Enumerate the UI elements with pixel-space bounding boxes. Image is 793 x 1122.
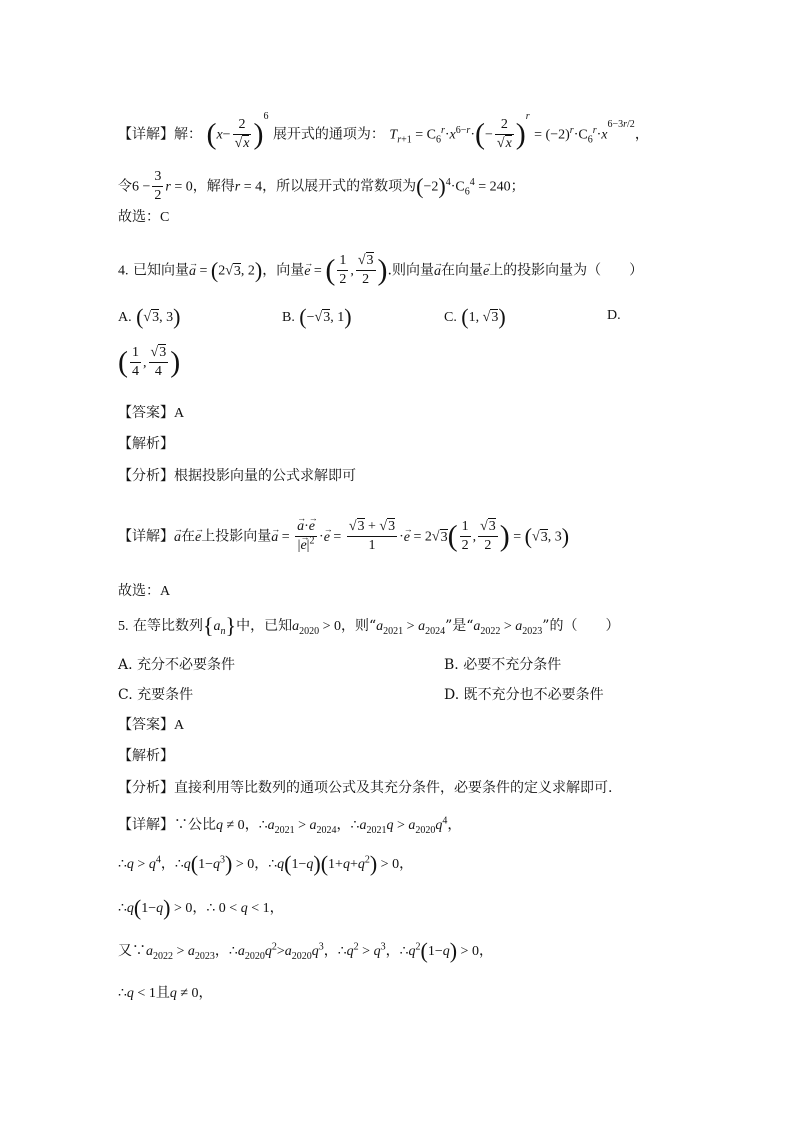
q4-option-b-label: B. — [282, 310, 295, 325]
answer-label: 【答案】 — [118, 405, 174, 421]
q4-choose — [118, 581, 170, 602]
q3-const-text: ，所以展开式的常数项为 — [262, 178, 417, 195]
q3-expand-text: 展开式的通项为： — [272, 126, 385, 143]
q4-option-a: A. (√3, 3) — [118, 304, 181, 329]
detail-label: 【详解】 — [118, 817, 174, 833]
q4-fenxi-text: 根据投影向量的公式求解即可 — [174, 468, 356, 484]
q3-result: 240 — [489, 179, 511, 195]
q4-detail-b: 上投影向量 — [201, 528, 272, 545]
q5-answer-value: A — [174, 718, 185, 733]
choose-label: 故选： — [118, 583, 160, 599]
q4-option-d-label: D. — [607, 308, 621, 323]
q4-stem: 4. 已知向量→ a = (2√3, 2)，向量→ e = ( $\frac{1}{2}$ , $\frac{√3}{2}$ ).则向量→ a在向量→ e上的投影向量为（ ） — [118, 252, 643, 289]
q5-stem-b: 中，已知 — [236, 618, 293, 634]
q4-detail: 【详解】→ a在→ e上投影向量→ a = → $\frac{a\cdot\to e}{|\to e|^2}$ ·→ e = $\frac{√3 + √3}{1}$ ·→ e = 2√3( $\frac{1}{2}$ , $\frac{√3}{2}$ ) = (√3, 3) — [118, 518, 569, 555]
choose-label: 故选： — [118, 209, 160, 225]
q5-option-c: C. 充要条件 — [118, 687, 194, 703]
q3-solve-line: 令6 − $\frac{3}{2}$ r = 0，解得r = 4，所以展开式的常数项为$(-2)^4\cdot C_6^4 = 240$； — [118, 169, 525, 203]
q5-step-3: ∴q(1−q) > 0，∴ 0 < q < 1， — [118, 895, 284, 920]
q5-step-4: 又$\because a_{2022} > a_{2023}$，$\therefore a_{2020}q^2>a_{2020}q^3$，$\therefore q^2 > q^3$，$\therefore q^2(1-q) > 0$， — [118, 938, 493, 963]
q3-detail-lead: 解： — [174, 126, 202, 143]
detail-label: 【详解】 — [118, 528, 174, 545]
q5-option-d: D. 既不充分也不必要条件 — [444, 687, 604, 703]
analysis-label: 【解析】 — [118, 436, 174, 452]
q4-option-d-value: ( $\frac{1}{4}$ , $\frac{√3}{4}$ ) — [118, 345, 181, 379]
detail-label: 【详解】 — [118, 126, 174, 143]
q4-fenxi — [118, 466, 356, 486]
q4-option-c: C. (1, √3) — [444, 304, 506, 329]
q5-ratio-text: ∵公比 — [174, 817, 216, 833]
q4-option-d — [607, 307, 621, 324]
q4-stem-b: ，向量 — [262, 262, 305, 279]
q5-option-b: B. 必要不充分条件 — [444, 657, 562, 673]
q5-option-a: A. 充分不必要条件 — [118, 657, 236, 673]
q4-answer-value: A — [174, 406, 185, 421]
q4-option-a-label: A. — [118, 310, 132, 325]
answer-label: 【答案】 — [118, 717, 174, 733]
q3-solve-text: ，解得 — [192, 178, 235, 195]
q3-choose-value: C — [160, 210, 170, 225]
q5-stem-c: ，则“ — [340, 618, 377, 634]
q4-choose-value: A — [160, 584, 171, 599]
q5-stem: 5. 在等比数列$\{a_n\}$中，已知$a_{2020} > 0$，则“$a_{2021} > a_{2024}$”是“$a_{2022} > a_{2023}$”的（ ） — [118, 613, 620, 638]
q3-set-text: 令 — [118, 178, 132, 195]
q4-stem-c: .则向量 — [387, 262, 434, 279]
q4-stem-d: 在向量 — [440, 262, 483, 279]
q5-answer — [118, 715, 184, 736]
q4-stem-a: 已知向量 — [132, 262, 189, 279]
q5-stem-e: ”的（ ） — [542, 618, 620, 634]
q5-stem-a: 在等比数列 — [132, 618, 203, 634]
q4-analysis — [118, 434, 174, 454]
fenxi-label: 【分析】 — [118, 468, 174, 484]
q3-detail-line: 【详解】解： (x− $\frac{2}{√x}$ )$^6$ 展开式的通项为： $T_{r+1} = C_6^r\cdot x^{6-r}\cdot(-$ $\frac{2}{√x}$ )$^r = (-2)^r\cdot C_6^r\cdot x^{6-3r/2}$， — [118, 110, 649, 151]
q4-option-c-label: C. — [444, 310, 457, 325]
q4-number: 4. — [118, 263, 129, 279]
q5-step-1: 【详解】∵公比q ≠ 0，$\therefore a_{2021} > a_{2024}$，$\therefore a_{2021}q > a_{2020}q^4$， — [118, 815, 462, 836]
q5-qie-text: 且 — [155, 985, 170, 1001]
q5-you-text: 又∵ — [118, 943, 146, 959]
q5-step-5: ∴q < 1且q ≠ 0， — [118, 985, 213, 1001]
q4-answer — [118, 403, 184, 424]
q4-detail-a: 在 — [181, 528, 195, 545]
q5-fenxi-text: 直接利用等比数列的通项公式及其充分条件，必要条件的定义求解即可. — [174, 780, 613, 796]
q4-option-b: B. (−√3, 1) — [282, 304, 352, 329]
q5-number: 5. — [118, 619, 129, 634]
q5-stem-d: ”是“ — [445, 618, 474, 634]
q5-step-2: ∴q > $q^4$，$\therefore q(1-q^3) > 0$，$\therefore q(1-q)(1+q+q^2) > 0$， — [118, 851, 414, 876]
q5-fenxi — [118, 778, 612, 798]
fenxi-label: 【分析】 — [118, 780, 174, 796]
q3-choose-line — [118, 207, 169, 228]
q4-stem-e: 上的投影向量为（ ） — [489, 262, 644, 279]
analysis-label: 【解析】 — [118, 748, 174, 764]
q5-analysis — [118, 746, 174, 766]
